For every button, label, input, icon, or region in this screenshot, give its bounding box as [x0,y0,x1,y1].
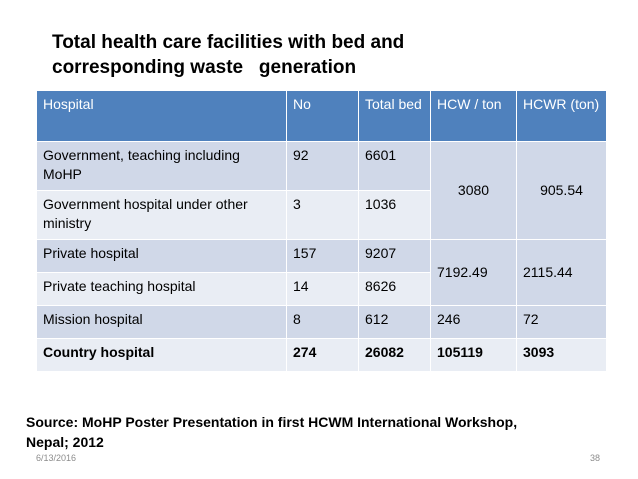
cell-hcwr-merged: 2115.44 [517,240,607,306]
cell-no: 157 [287,240,359,273]
header-hospital: Hospital [37,91,287,142]
header-hcw: HCW / ton [431,91,517,142]
header-hcwr: HCWR (ton) [517,91,607,142]
cell-no: 14 [287,273,359,306]
title-line-2: corresponding waste generation [52,57,357,78]
cell-hospital: Mission hospital [37,306,287,339]
cell-no: 92 [287,142,359,191]
cell-hospital: Government hospital under other ministry [37,191,287,240]
table-row [37,306,607,339]
table-row [37,142,607,191]
total-hcw: 105119 [431,339,517,372]
slide-title [52,30,612,80]
cell-hcwr: 72 [517,306,607,339]
header-total-bed: Total bed [359,91,431,142]
cell-hospital: Private teaching hospital [37,273,287,306]
footer-date: 6/13/2016 [36,453,77,463]
source-line-2: Nepal; 2012 [26,434,104,450]
source-line-1: Source: MoHP Poster Presentation in first HCWM International Workshop, [26,414,518,430]
header-no: No [287,91,359,142]
table-header-row [37,91,607,142]
facilities-table [36,90,607,372]
cell-no: 8 [287,306,359,339]
cell-total-bed: 8626 [359,273,431,306]
cell-hospital: Private hospital [37,240,287,273]
table-total-row [37,339,607,372]
cell-hospital: Government, teaching including MoHP [37,142,287,191]
cell-hcw: 246 [431,306,517,339]
total-hospital: Country hospital [37,339,287,372]
cell-total-bed: 9207 [359,240,431,273]
table-row [37,240,607,273]
cell-no: 3 [287,191,359,240]
total-hcwr: 3093 [517,339,607,372]
page-number: 38 [590,453,601,463]
cell-hcw-merged: 7192.49 [431,240,517,306]
total-bed: 26082 [359,339,431,372]
cell-hcwr-merged: 905.54 [517,142,607,240]
cell-hcw-merged: 3080 [431,142,517,240]
source-note [26,412,626,452]
title-line-1: Total health care facilities with bed and [52,32,405,53]
cell-total-bed: 612 [359,306,431,339]
cell-total-bed: 6601 [359,142,431,191]
total-no: 274 [287,339,359,372]
cell-total-bed: 1036 [359,191,431,240]
